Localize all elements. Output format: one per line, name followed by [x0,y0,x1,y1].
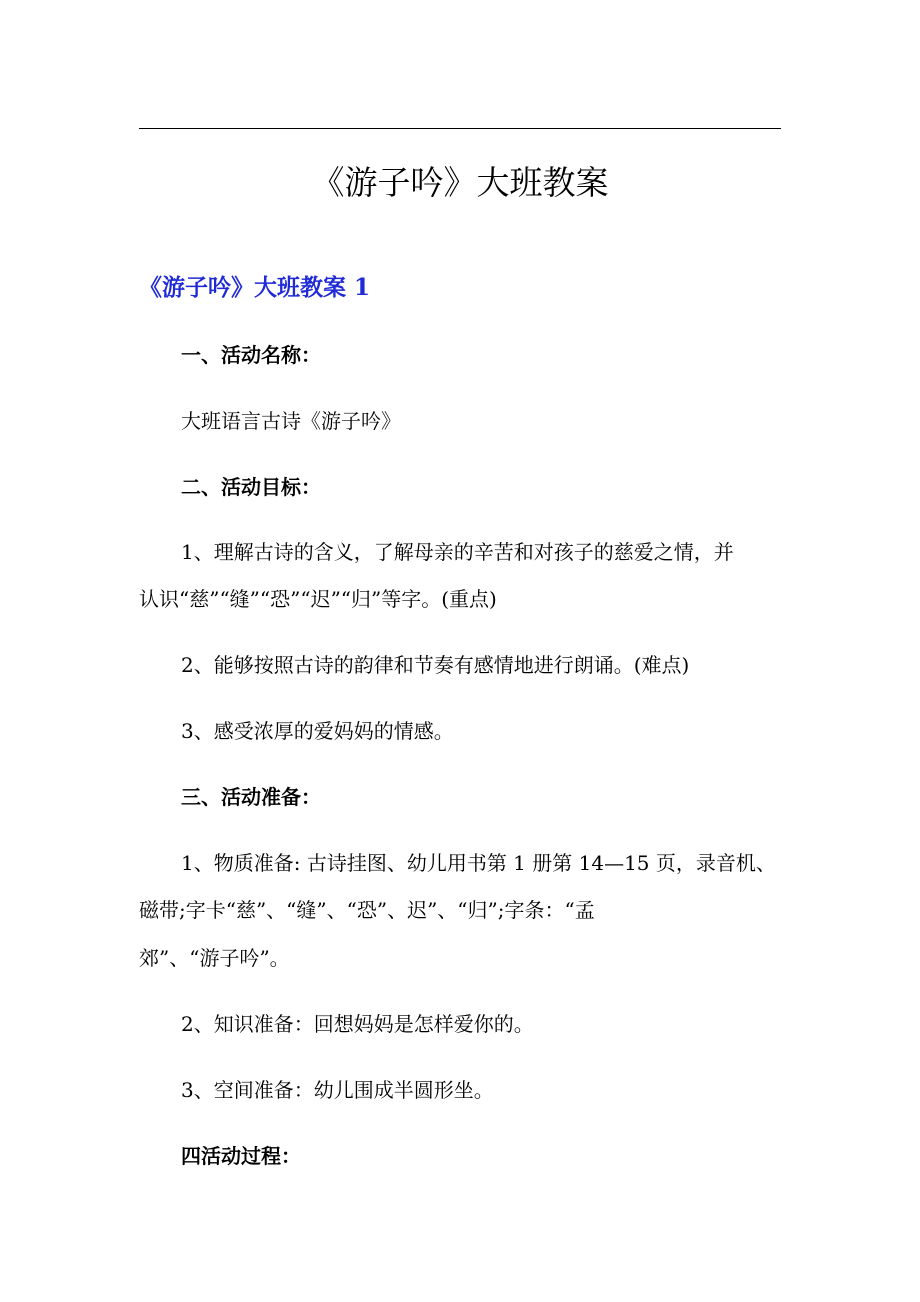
paragraph-activity-name: 大班语言古诗《游子吟》 [181,409,401,433]
prep-1-line-2: 磁带;字卡“慈”、“缝”、“恐”、迟”、“归”;字条：“孟 [139,898,595,922]
goal-1-line-1: 1、理解古诗的含义，了解母亲的辛苦和对孩子的慈爱之情，并 [181,540,734,564]
prep-2: 2、知识准备：回想妈妈是怎样爱你的。 [181,1012,534,1036]
prep-1-line-3: 郊”、“游子吟”。 [139,946,290,970]
document-title: 《游子吟》大班教案 [311,163,609,202]
heading-activity-preparation: 三、活动准备： [181,785,321,809]
goal-3: 3、感受浓厚的爱妈妈的情感。 [181,719,454,743]
prep-1-line-1: 1、物质准备: 古诗挂图、幼儿用书第 1 册第 14—15 页，录音机、 [181,851,776,875]
goal-1-line-2: 认识“慈”“缝”“恐”“迟”“归”等字。(重点) [139,587,497,611]
goal-2: 2、能够按照古诗的韵律和节奏有感情地进行朗诵。(难点) [181,653,690,677]
heading-activity-process: 四活动过程： [181,1144,301,1168]
section-heading: 《游子吟》大班教案 1 [139,274,371,301]
heading-activity-name: 一、活动名称： [181,343,321,367]
heading-activity-goals: 二、活动目标： [181,475,321,499]
header-rule [139,128,781,129]
prep-3: 3、空间准备：幼儿围成半圆形坐。 [181,1078,494,1102]
